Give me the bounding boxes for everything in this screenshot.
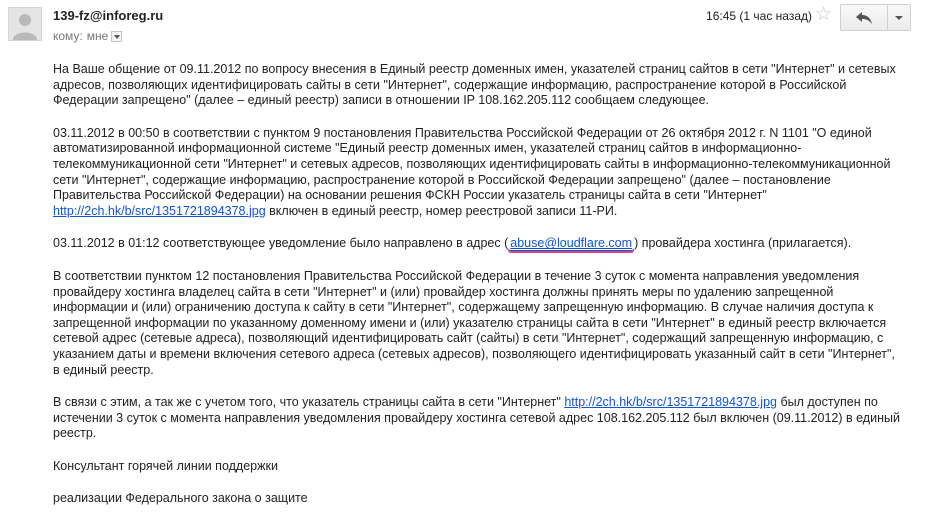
image-link-2[interactable]: http://2ch.hk/b/src/1351721894378.jpg <box>564 395 777 410</box>
show-details-icon[interactable] <box>111 31 122 42</box>
to-value: мне <box>86 29 109 43</box>
message-time: 16:45 (1 час назад) <box>706 9 812 23</box>
paragraph-1: На Ваше общение от 09.11.2012 по вопросу внесения в Единый реестр доменных имен, указателей страниц сайтов в сети "Интернет" и сетевых адресов, позволяющих идентифицировать сайты в сети "Интернет", содержащие информацию, распространение которой в Российской Федерации запрещено" (далее – единый реестр) записи в отношении IP 108.162.205.112 сообщаем следующее. <box>53 62 896 108</box>
avatar[interactable] <box>8 7 42 41</box>
sender-address[interactable]: 139-fz@inforeg.ru <box>53 8 164 23</box>
reply-button-group <box>840 4 911 31</box>
paragraph-6: Консультант горячей линии поддержки <box>53 458 278 473</box>
paragraph-2-text: 03.11.2012 в 00:50 в соответствии с пунктом 9 постановления Правительства Российской Федерации от 26 октября 2012 г. N 1101 "О единой автоматизированной информационной системе "Единый реестр доменных имен, указателей страниц сайтов в информационно-телекоммуникационной сети "Интернет" и сетевых адресов, позволяющих идентифицировать сайты в информационно-телекоммуникационной сети "Интернет", содержащие информацию, распространение которой в Российской Федерации запрещено" (далее – постановление Правительства Российской Федерации) на основании решения ФСКН России указатель страницы сайта в сети "Интернет" <box>53 125 891 203</box>
paragraph-5 <box>53 395 903 442</box>
reply-icon <box>856 12 872 24</box>
paragraph-2 <box>53 126 903 220</box>
paragraph-2-tail: включен в единый реестр, номер реестровой записи 11-РИ. <box>265 203 618 218</box>
message-body <box>53 62 903 524</box>
image-link[interactable]: http://2ch.hk/b/src/1351721894378.jpg <box>53 203 266 218</box>
more-options-chevron-down-icon[interactable] <box>888 5 910 30</box>
paragraph-4: В соответствии пунктом 12 постановления Правительства Российской Федерации в течение 3 суток с момента направления уведомления провайдеру хостинга владелец сайта в сети "Интернет" и (или) провайдер хостинга должны принять меры по удалению запрещенной информации и (или) ограничению доступа к сайту в сети "Интернет", содержащему запрещенную информацию. В случае наличия доступа к запрещенной информации по указанному доменному имени и (или) указателю страницы сайта в сети "Интернет" в единый реестр включается сетевой адрес (сетевые адреса), позволяющий идентифицировать сайт (сайты) в сети "Интернет", содержащий запрещенную информацию, с указанием даты и времени включения сетевого адреса (сетевых адресов), позволяющего идентифицировать указанный сайт в сети "Интернет", в единый реестр. <box>53 268 895 377</box>
person-icon <box>9 8 41 40</box>
paragraph-5-text: В связи с этим, а так же с учетом того, что указатель страницы сайта в сети "Интернет" <box>53 395 565 410</box>
paragraph-3-tail: ) провайдера хостинга (прилагается). <box>634 236 852 251</box>
reply-button[interactable] <box>841 5 888 30</box>
paragraph-7: реализации Федерального закона о защите <box>53 491 308 506</box>
star-icon[interactable]: ☆ <box>815 4 833 25</box>
to-label: кому: <box>53 29 83 43</box>
paragraph-3-text: 03.11.2012 в 01:12 соответствующее уведомление было направлено в адрес ( <box>53 236 509 251</box>
paragraph-3 <box>53 236 903 252</box>
paragraph-5-tail: был доступен по истечении 3 суток с момента направления уведомления провайдеру хостинга сетевой адрес 108.162.205.112 был включен (09.11.2012) в единый реестр. <box>53 395 900 441</box>
abuse-email-link[interactable]: abuse@loudflare.com <box>510 236 633 251</box>
recipient-line <box>53 29 122 43</box>
